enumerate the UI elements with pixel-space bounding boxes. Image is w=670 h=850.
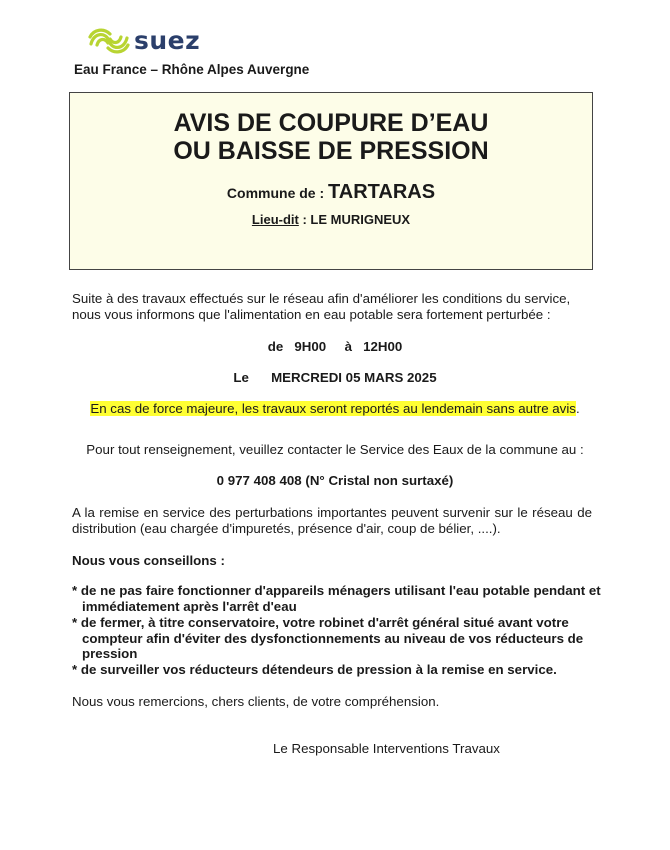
suez-wave-icon [88, 28, 130, 54]
signature: Le Responsable Interventions Travaux [273, 741, 500, 756]
advice-item: * de ne pas faire fonctionner d'appareils ménagers utilisant l'eau potable pendant et immédiatement après l'arrêt d'eau [72, 583, 601, 614]
commune-value: TARTARAS [328, 181, 436, 203]
highlighted-text: En cas de force majeure, les travaux seront reportés au lendemain sans autre avis [90, 401, 576, 416]
force-majeure-notice [40, 401, 630, 417]
thanks-text: Nous vous remercions, chers clients, de votre compréhension. [72, 694, 440, 709]
advice-item: * de fermer, à titre conservatoire, votre robinet d'arrêt général situé avant votre compteur afin d'éviter des dysfonctionnements au niveau de vos réducteurs de pression [72, 615, 584, 661]
lieu-dit-value: : LE MURIGNEUX [298, 212, 411, 227]
contact-text: Pour tout renseignement, veuillez contacter le Service des Eaux de la commune au : [86, 442, 584, 457]
outage-date: Le MERCREDI 05 MARS 2025 [233, 370, 437, 385]
intro-line1: Suite à des travaux effectués sur le réseau afin d'améliorer les conditions du service, [72, 291, 571, 306]
notice-title-line2: OU BAISSE DE PRESSION [173, 137, 489, 165]
lieu-dit-label: Lieu-dit [251, 212, 299, 227]
period: . [575, 401, 580, 416]
intro-line2: nous vous informons que l'alimentation en eau potable sera fortement perturbée : [72, 307, 551, 322]
notice-box [69, 92, 593, 270]
logo-text: suez [134, 26, 201, 55]
advice-item: * de surveiller vos réducteurs détendeurs de pression à la remise en service. [72, 662, 557, 677]
commune-label: Commune de : [226, 185, 329, 201]
suez-logo [88, 26, 218, 56]
time-range: de 9H00 à 12H00 [267, 339, 403, 354]
company-subtitle: Eau France – Rhône Alpes Auvergne [74, 62, 310, 77]
lieu-dit-line [70, 212, 592, 227]
advice-heading: Nous vous conseillons : [72, 553, 225, 568]
commune-line [70, 181, 592, 204]
phone-number: 0 977 408 408 (N° Cristal non surtaxé) [216, 473, 454, 488]
notice-title-line1: AVIS DE COUPURE D’EAU [173, 109, 489, 137]
remise-paragraph: A la remise en service des perturbations importantes peuvent survenir sur le réseau de distribution (eau chargée d'impuretés, présence d'air, coup de bélier, ....). [72, 505, 592, 536]
